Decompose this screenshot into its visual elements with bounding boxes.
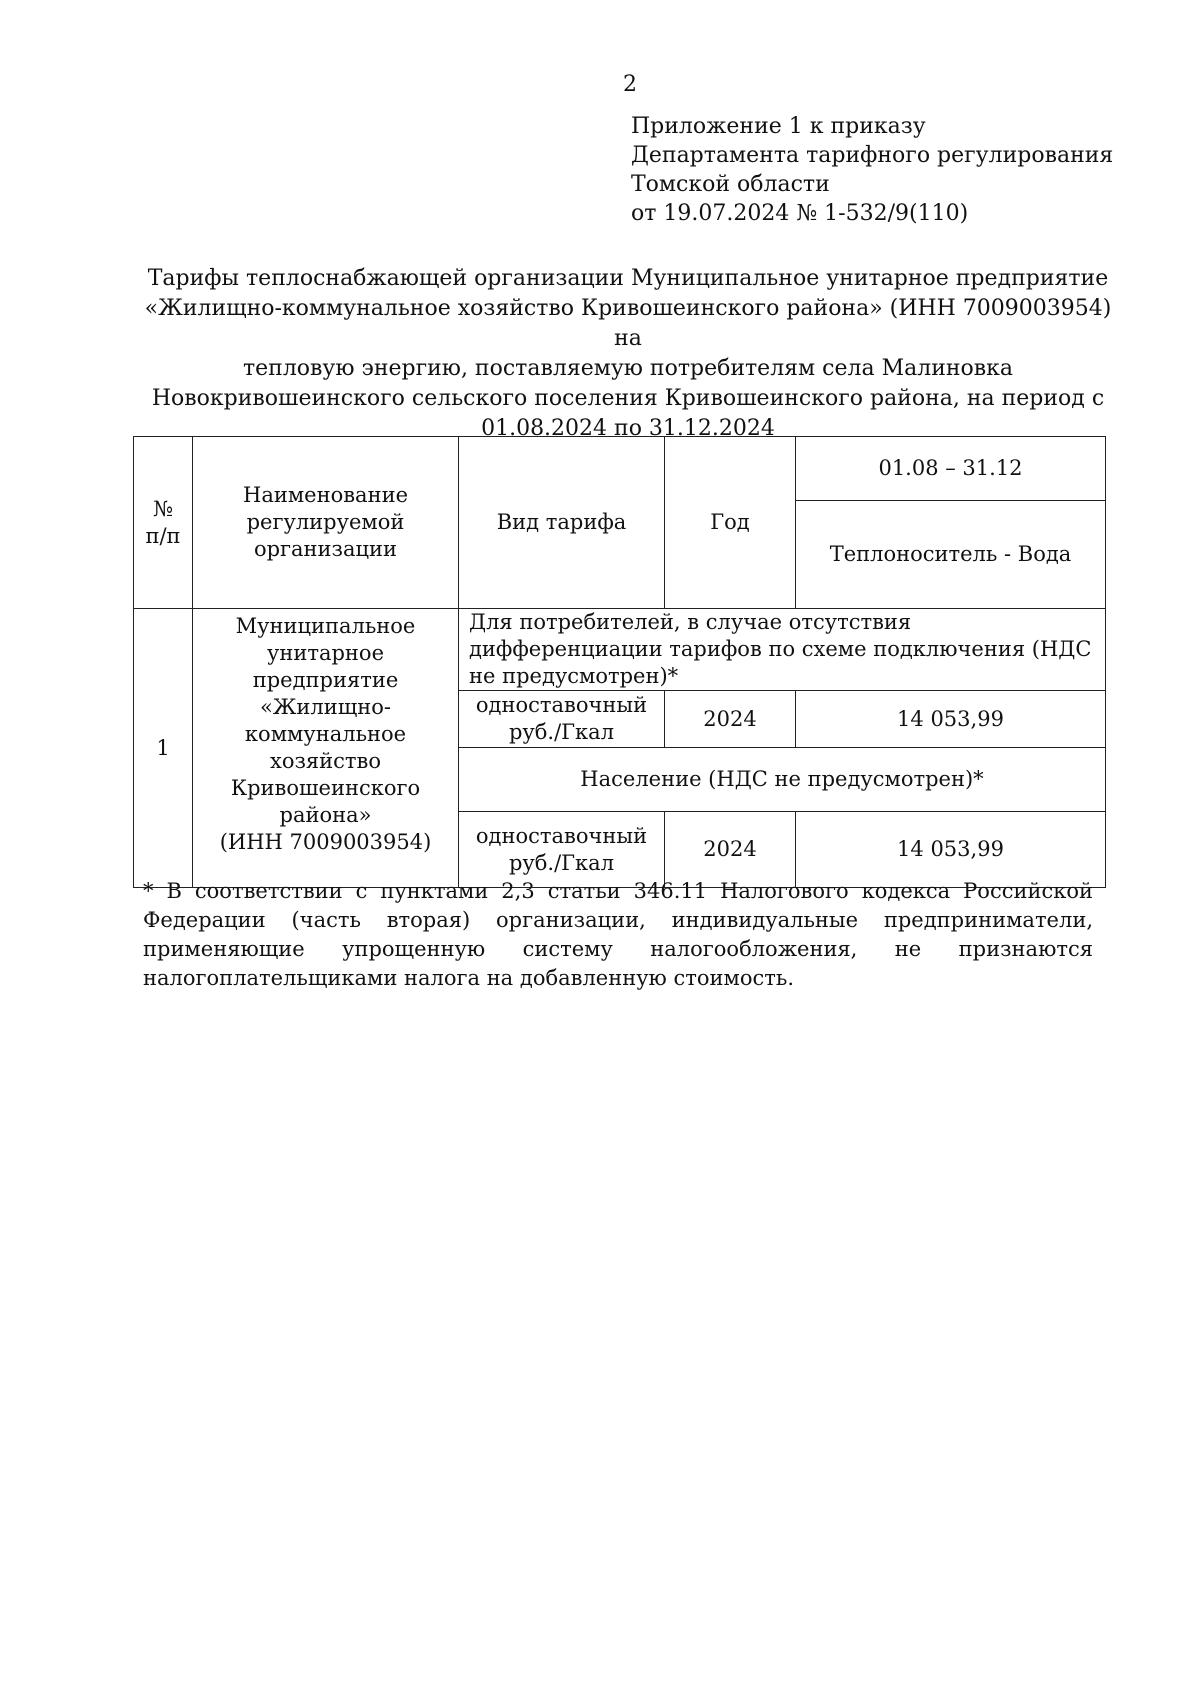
org-line: района» — [279, 803, 372, 827]
header-year: Год — [665, 437, 796, 609]
row-org-name — [193, 609, 459, 888]
title-line-2: «Жилищно-коммунальное хозяйство Кривошеинского района» (ИНН 7009003954) на — [144, 296, 1112, 351]
group1-tariff-type: одноставочный руб./Гкал — [459, 691, 665, 748]
org-line: «Жилищно- — [259, 695, 392, 719]
annex-line-1: Приложение 1 к приказу — [631, 114, 926, 139]
group1-value: 14 053,99 — [796, 691, 1106, 748]
group1-label: Для потребителей, в случае отсутствия дифференциации тарифов по схеме подключения (НДС не предусмотрен)* — [459, 609, 1106, 691]
annex-line-4: от 19.07.2024 № 1-532/9(110) — [631, 201, 969, 226]
title-line-4: Новокривошеинского сельского поселения Кривошеинского района, на период с — [151, 386, 1105, 411]
annex-line-2: Департамента тарифного регулирования — [631, 143, 1114, 168]
title-line-5: 01.08.2024 по 31.12.2024 — [481, 416, 775, 441]
footnote: * В соответствии с пунктами 2,3 статьи 346.11 Налогового кодекса Российской Федерации (часть вторая) организации, индивидуальные предприниматели, применяющие упрощенную систему налогообложения, не признаются налогоплательщиками налога на добавленную стоимость. — [143, 879, 1093, 990]
group1-year: 2024 — [665, 691, 796, 748]
annex-block — [631, 112, 1113, 228]
group2-label: Население (НДС не предусмотрен)* — [459, 748, 1106, 812]
row-num: 1 — [134, 609, 193, 888]
group2-tariff-type: одноставочный руб./Гкал — [459, 812, 665, 888]
table-row — [134, 609, 1106, 691]
org-line: (ИНН 7009003954) — [219, 830, 432, 854]
group2-year: 2024 — [665, 812, 796, 888]
page-number: 2 — [623, 72, 637, 97]
header-period: 01.08 – 31.12 — [796, 437, 1106, 501]
title-line-1: Тарифы теплоснабжающей организации Муниципальное унитарное предприятие — [147, 266, 1109, 291]
annex-line-3: Томской области — [631, 172, 830, 197]
org-line: Муниципальное — [235, 614, 416, 638]
header-num: № п/п — [134, 437, 193, 609]
header-carrier: Теплоноситель - Вода — [796, 501, 1106, 609]
document-title — [133, 264, 1123, 444]
org-line: хозяйство — [269, 749, 382, 773]
header-row-1 — [134, 437, 1106, 501]
org-line: Кривошеинского — [230, 776, 421, 800]
group2-value: 14 053,99 — [796, 812, 1106, 888]
org-line: коммунальное — [244, 722, 407, 746]
header-org: Наименование регулируемой организации — [193, 437, 459, 609]
org-line: унитарное — [267, 641, 384, 665]
header-tariff-type: Вид тарифа — [459, 437, 665, 609]
title-line-3: тепловую энергию, поставляемую потребителям села Малиновка — [242, 356, 1014, 381]
tariff-table — [133, 436, 1106, 888]
org-line: предприятие — [252, 668, 399, 692]
